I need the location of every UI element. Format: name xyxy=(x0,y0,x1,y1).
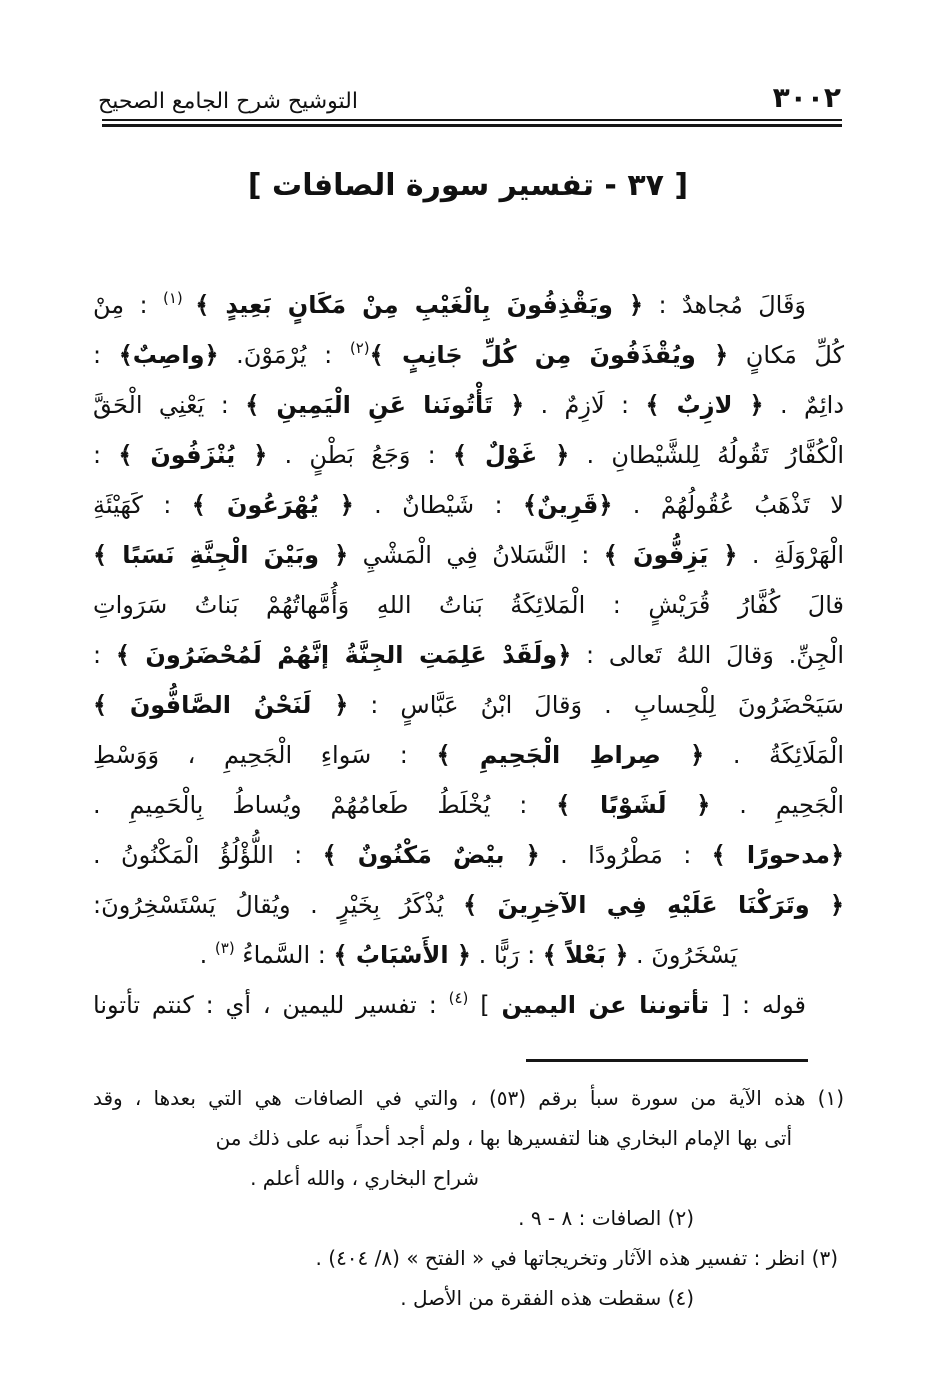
text-segment: الْجَحِيمِ . xyxy=(710,791,845,819)
body-text xyxy=(93,280,844,1030)
quran-quote: ﴿مدحورًا ﴾ xyxy=(711,841,845,869)
footnote-line-4: (٢) الصافات : ٨ - ٩ . xyxy=(518,1206,694,1230)
text-segment: : xyxy=(93,641,116,669)
text-segment: : يُرْمَوْنَ. xyxy=(218,341,350,369)
footnote-line-2: أتى بها الإمام البخاري هنا لتفسيرها بها ، ولم أجد أحداً نبه على ذلك من xyxy=(215,1126,792,1150)
text-segment: : وَجَعُ بَطْنٍ . xyxy=(267,441,453,469)
text-segment: : النَّسَلانُ فِي الْمَشْيِ xyxy=(348,541,604,569)
quran-quote: ﴿ صِراطِ الْجَحِيمِ ﴾ xyxy=(436,741,705,769)
footnote-ref: (٤) xyxy=(448,989,469,1007)
body-line-9 xyxy=(93,680,844,730)
text-segment: الْهَرْوَلَةِ . xyxy=(737,541,844,569)
quran-quote: ﴿ تَأْتُونَنا عَنِ الْيَمِينِ ﴾ xyxy=(245,391,525,419)
body-line-12 xyxy=(93,830,844,880)
body-line-11 xyxy=(93,780,844,830)
quran-quote: ﴿ يَزِفُّونَ ﴾ xyxy=(603,541,738,569)
quran-quote: ﴿قَرِينٌ﴾ xyxy=(523,491,613,519)
text-segment: الْجِنِّ. وَقالَ اللهُ تَعالى : xyxy=(571,641,845,669)
text-segment: : xyxy=(93,341,119,369)
body-line-10 xyxy=(93,730,844,780)
body-line-7 xyxy=(93,580,844,630)
quran-quote: ﴿ غَوْلٌ ﴾ xyxy=(452,441,570,469)
text-segment: : السَّماءُ xyxy=(234,941,334,969)
page-number: ٣٠٠٢ xyxy=(772,81,841,114)
quran-quote: ﴿ وتَرَكْنَا عَلَيْهِ فِي الآخِرِينَ ﴾ xyxy=(463,891,844,919)
text-segment: قالَ كُفَّارُ قُرَيْشٍ : الْمَلائِكَةُ بَناتُ اللهِ وَأُمَّهاتُهُمْ بَناتُ سَرَواتِ xyxy=(93,591,844,619)
footnote-line-6: (٤) سقطت هذه الفقرة من الأصل . xyxy=(400,1286,694,1310)
text-segment: الْكُفَّارُ تَقُولُهُ لِلشَّيْطانِ . xyxy=(569,441,845,469)
text-segment: : كَهَيْئَةِ xyxy=(93,491,192,519)
body-line-3 xyxy=(93,380,844,430)
text-segment: الْمَلَائِكَةُ . xyxy=(704,741,845,769)
footnote-ref: (١) xyxy=(162,289,196,307)
footnotes xyxy=(93,1078,844,1318)
quran-quote: ﴿ لَشَوْبًا ﴾ xyxy=(556,791,711,819)
text-segment: دائِمٌ . xyxy=(763,391,845,419)
footnote-ref: (٣) xyxy=(214,939,235,957)
text-segment: يَسْخَرُونَ . xyxy=(628,941,738,969)
body-line-4 xyxy=(93,430,844,480)
footnote-divider xyxy=(526,1059,808,1062)
text-segment: سَيَحْضَرُونَ لِلْحِسابِ . وَقالَ ابْنُ عَبَّاسٍ : xyxy=(348,691,844,719)
body-line-6 xyxy=(93,530,844,580)
quran-quote: ﴿ لازِبٌ ﴾ xyxy=(645,391,764,419)
text-segment: : شَيْطانٌ . xyxy=(353,491,524,519)
text-segment: : رَبًّا . xyxy=(470,941,543,969)
quran-quote: ﴿ بَعْلاً ﴾ xyxy=(542,941,629,969)
text-segment: : xyxy=(93,441,119,469)
body-line-14 xyxy=(93,930,844,980)
footnote-line-5: (٣) انظر : تفسير هذه الآثار وتخريجاتها في « الفتح » (٨/ ٤٠٤) . xyxy=(315,1246,838,1270)
quran-quote: ﴿ وبَيْنَ الْجِنَّةِ نَسَبًا ﴾ xyxy=(93,541,349,569)
body-line-2 xyxy=(93,330,844,380)
text-segment: لا تَذْهَبُ عُقُولُهُمْ . xyxy=(612,491,844,519)
text-segment: ] xyxy=(468,991,502,1019)
text-segment: : مِنْ xyxy=(93,291,163,319)
quran-quote: ﴿ بيْضٌ مَكْنُونٌ ﴾ xyxy=(322,841,540,869)
quran-quote: ﴿ ويَقْذِفُونَ بِالْغَيْبِ مِنْ مَكَانٍ بَعِيدٍ ﴾ xyxy=(195,291,644,319)
quran-quote: ﴿ يُنْزَفُونَ ﴾ xyxy=(118,441,268,469)
text-segment: : سَواءِ الْجَحِيمِ ، وَوَسْطِ xyxy=(93,741,437,769)
text-segment: : يُخْلَطُ طَعامُهُمْ ويُساطُ بِالْحَمِيمِ . xyxy=(93,791,557,819)
quran-quote: ﴿ يُهْرَعُونَ ﴾ xyxy=(191,491,354,519)
quran-quote: ﴿واصِبٌ﴾ xyxy=(118,341,219,369)
quran-quote: ﴿ولَقَدْ عَلِمَتِ الجِنَّةُ إنَّهُمْ لَمُحْضَرُونَ ﴾ xyxy=(115,641,572,669)
text-segment: : يَعْنِي الْحَقَّ xyxy=(93,391,246,419)
body-line-8 xyxy=(93,630,844,680)
text-segment: : تفسير لليمين ، أي : كنتم تأتونا xyxy=(93,991,449,1019)
quran-quote: تأتوننا عن اليمين xyxy=(501,991,709,1019)
text-segment: وَقَالَ مُجاهدٌ : xyxy=(643,291,807,319)
page-header xyxy=(98,70,841,114)
body-line-5 xyxy=(93,480,844,530)
text-segment: يُذْكَرُ بِخَيْرٍ . ويُقالُ يَسْتَسْخِرُونَ: xyxy=(93,891,464,919)
quran-quote: ﴿ ويُقْذَفُونَ مِن كُلِّ جَانِبٍ ﴾ xyxy=(369,341,729,369)
footnote-line-1: (١) هذه الآية من سورة سبأ برقم (٥٣) ، والتي في الصافات هي التي بعدها ، وقد xyxy=(93,1086,845,1110)
footnote-line-3: شراح البخاري ، والله أعلم . xyxy=(250,1166,479,1190)
header-rule xyxy=(102,119,842,127)
footnote-ref: (٢) xyxy=(349,339,370,357)
text-segment: : لَازِمٌ . xyxy=(524,391,646,419)
text-segment: : مَطْرُودًا . xyxy=(539,841,712,869)
text-segment: : اللُّؤْلُؤُ الْمَكْنُونُ . xyxy=(93,841,323,869)
text-segment: قوله : [ xyxy=(709,991,807,1019)
text-segment: . xyxy=(199,941,215,969)
section-title: [ ٣٧ - تفسير سورة الصافات ] xyxy=(247,168,689,203)
quran-quote: ﴿ الأَسْبَابُ ﴾ xyxy=(333,941,471,969)
body-line-13 xyxy=(93,880,844,930)
quran-quote: ﴿ لَنَحْنُ الصَّافُّونَ ﴾ xyxy=(93,691,349,719)
book-title: التوشيح شرح الجامع الصحيح xyxy=(98,89,358,114)
text-segment: كُلِّ مَكانٍ xyxy=(728,341,845,369)
body-line-1 xyxy=(93,280,844,330)
body-line-15 xyxy=(93,980,844,1030)
